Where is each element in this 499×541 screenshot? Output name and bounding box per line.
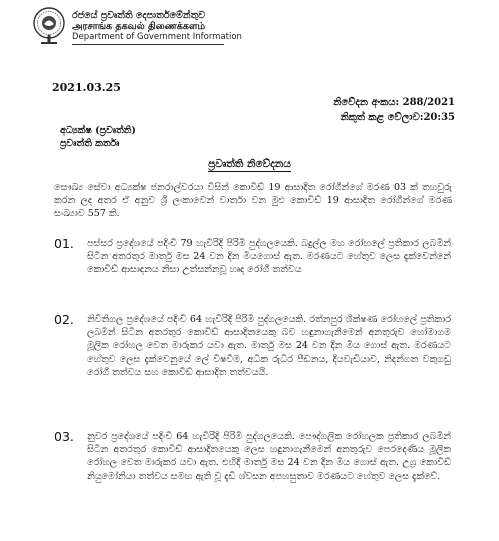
item-number: 02. [54, 312, 74, 327]
release-number: නිවේදන අංකය: 288/2021 [333, 97, 455, 108]
dept-name-english: Department of Government Information [72, 32, 242, 42]
intro-paragraph: සෞඛ්‍ය සේවා අධ්‍යක්ෂ ජනරාල්වරයා විසින් කොවිඩ් 19 ආසාදිත රෝගීන්ගේ මරණ 03 ක් තහවුරු කරන ලද අතර ඒ අනුව ශ්‍රී ලංකාවෙන් වාර්තා වන මුළු කොවිඩ් 19 ආසාදිත රෝගීන්ගේ මරණ සංඛ්‍යාව 557 කි. [54, 182, 452, 219]
dept-name-sinhala: රජයේ ප්‍රවෘත්ති දෙපාර්තමේන්තුව [72, 10, 206, 21]
release-time: නිකුත් කළ වේලාව:20:35 [340, 112, 455, 123]
addressee-block [60, 124, 136, 150]
document-heading [0, 152, 499, 171]
death-report-item [54, 236, 454, 300]
addressee-line-2: ප්‍රවෘත්ති කර්තෘ [60, 138, 120, 149]
release-date: 2021.03.25 [52, 81, 121, 94]
death-report-item [54, 429, 454, 509]
dept-name-tamil: அரசாங்க தகவல் திணைக்களம் [72, 21, 206, 32]
item-number: 03. [54, 429, 74, 444]
death-report-item [54, 312, 454, 422]
release-meta [333, 95, 455, 125]
addressee-line-1: අධ්‍යක්ෂ (ප්‍රවෘත්ති) [60, 125, 136, 136]
item-text: නිවිතිගල ප්‍රදේශයේ පදිංචි 64 හැවිරිදි පිරිමි පුද්ගලයෙකි. රත්නපුර ශික්ෂණ රෝහලේ ප්‍රතිකාර ලබමින් සිටින අතරතුර කොවිඩ් ආසාදිතයෙකු බව හඳුනාගැනීමෙන් අනතුරුව හෝමාගම මූලික රෝහල වෙත මාරුකර යවා ඇත. මාර්තු මස 24 වන දින මිය ගොස් ඇත. මරණයට හේතුව ලෙස දැක්වෙනුයේ ලේ විෂවීම, අධික රුධිර පීඩනය, දියවැඩියාව, නිදන්ගත වකුගඩු රෝගී තත්වය සහ කොවිඩ් ආසාදිත තත්වයයි. [87, 314, 451, 378]
department-name [72, 10, 242, 43]
heading-text: ප්‍රවෘත්ති නිවේදනය [208, 158, 291, 170]
item-number: 01. [54, 236, 74, 251]
item-text: පස්සර ප්‍රදේශයේ පදිංචි 79 හැවිරිදි පිරිමි පුද්ගලයෙකි. බදුල්ල මහ රෝහලේ ප්‍රතිකාර ලබමින් සිටින අතරතුර මාර්තු මස 24 වන දින මියගොස් ඇත. මරණයට හේතුව ලෙස දැක්වෙන්නේ කොවිඩ් ආසාදනය නිසා උත්සන්නවූ හෘද රෝගී තත්වය [87, 238, 451, 276]
header-divider [72, 44, 224, 45]
item-text: නුවර ප්‍රදේශයේ පදිංචි 64 හැවිරිදි පිරිමි පුද්ගලයෙකි. පෞද්ගලික රෝහලක ප්‍රතිකාර ලබමින් සිටින අතරතුර කොවිඩ් ආසාදිතයෙකු ලෙස හඳුනාගැනීමෙන් අනතුරුව පෙරදෙණිය මූලික රෝහල වෙත මාරුකර යවා ඇත. එහිදී මාර්තු මස 24 වන දින මිය ගොස් ඇත. උග්‍ර කොවිඩ් නියුමෝනියා තත්වය සමඟ ඇති වූ දැඩි ශ්වසන අපහසුතාව මරණයට හේතුව ලෙස දැක්වේ. [87, 431, 451, 482]
sri-lanka-emblem-icon [32, 6, 66, 46]
